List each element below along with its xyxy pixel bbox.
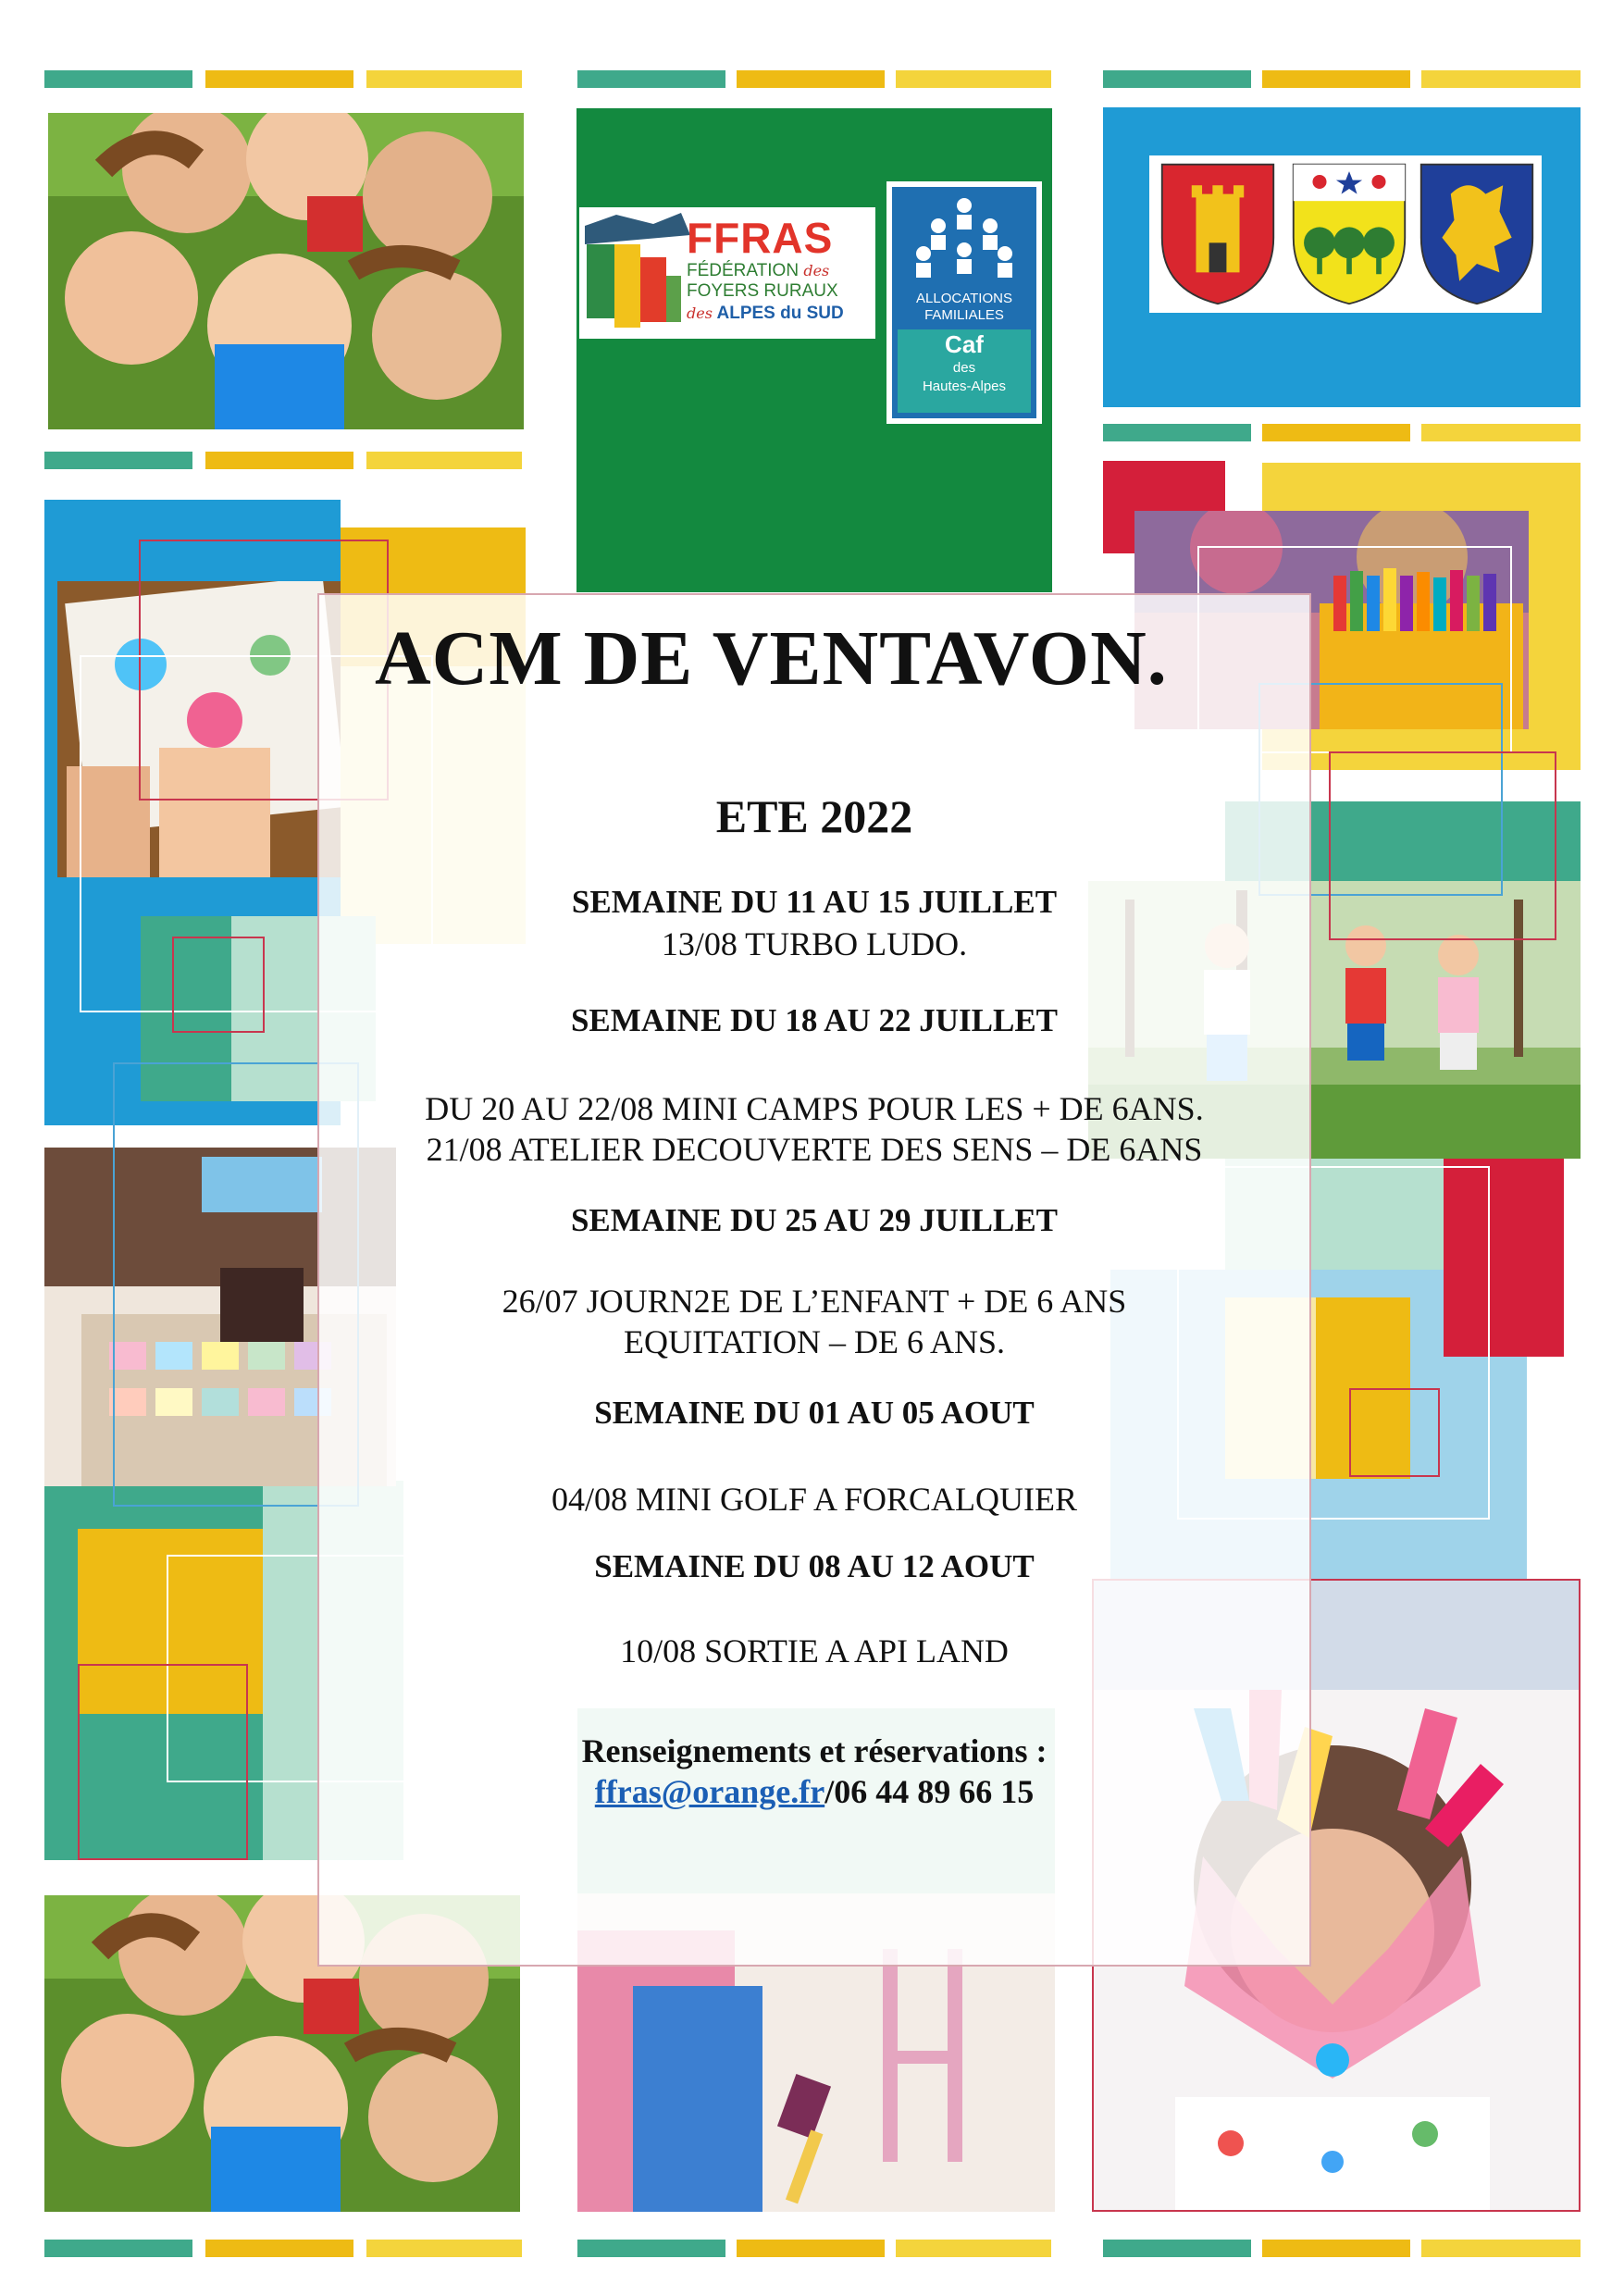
caf-logo — [886, 181, 1042, 424]
activity-item: 26/07 JOURN2E DE L’ENFANT + DE 6 ANS — [502, 1283, 1127, 1320]
stripe-yellow — [896, 70, 1051, 88]
ffras-line1 — [687, 261, 829, 281]
stripe-teal — [577, 2240, 725, 2257]
stripe-teal — [1103, 424, 1251, 441]
deco-outline-red — [172, 937, 265, 1033]
trees-crest-icon — [1284, 159, 1414, 307]
stripe-gold — [1262, 424, 1410, 441]
phone-number: /06 44 89 66 15 — [824, 1773, 1035, 1810]
stripe-teal — [44, 2240, 192, 2257]
stripe-yellow — [1421, 424, 1581, 441]
ffras-line1-script: des — [803, 262, 830, 279]
caf-line3: Caf — [945, 330, 984, 358]
activity-item: 13/08 TURBO LUDO. — [661, 925, 968, 962]
caf-family-icon — [892, 189, 1036, 291]
season-label: ETE 2022 — [715, 790, 913, 842]
week-heading: SEMAINE DU 25 AU 29 JUILLET — [570, 1202, 1059, 1238]
stripe-teal — [577, 70, 725, 88]
stripe-gold — [205, 452, 353, 469]
contact-label: Renseignements et réservations : — [581, 1732, 1048, 1769]
activity-item: 21/08 ATELIER DECOUVERTE DES SENS – DE 6ANS — [426, 1131, 1203, 1168]
stripe-gold — [737, 2240, 885, 2257]
coats-of-arms — [1149, 155, 1542, 313]
ffras-line3 — [687, 304, 844, 324]
stripe-gold — [205, 2240, 353, 2257]
stripe-teal — [44, 70, 192, 88]
week-heading: SEMAINE DU 11 AU 15 JUILLET — [571, 884, 1058, 920]
tower-crest-icon — [1153, 159, 1283, 307]
deco-outline-red — [1329, 751, 1556, 940]
activity-item: 10/08 SORTIE A API LAND — [620, 1632, 1009, 1669]
week-heading: SEMAINE DU 18 AU 22 JUILLET — [570, 1002, 1059, 1038]
stripe-yellow — [366, 2240, 522, 2257]
ffras-logo — [579, 207, 875, 339]
stripe-yellow — [366, 452, 522, 469]
activity-item: DU 20 AU 22/08 MINI CAMPS POUR LES + DE 6ANS. — [425, 1090, 1204, 1127]
ffras-line3-text: ALPES du SUD — [716, 304, 844, 323]
stripe-teal — [1103, 70, 1251, 88]
stripe-yellow — [1421, 2240, 1581, 2257]
stripe-yellow — [896, 2240, 1051, 2257]
ffras-line1-text: FÉDÉRATION — [687, 261, 800, 280]
lion-crest-icon — [1416, 159, 1538, 307]
week-heading: SEMAINE DU 08 AU 12 AOUT — [594, 1548, 1035, 1584]
stripe-gold — [1262, 70, 1410, 88]
activity-item: 04/08 MINI GOLF A FORCALQUIER — [551, 1481, 1078, 1518]
ffras-line2: FOYERS RURAUX — [687, 281, 838, 301]
stripe-gold — [1262, 2240, 1410, 2257]
contact-line — [319, 1772, 1309, 1811]
activity-item: EQUITATION – DE 6 ANS. — [623, 1323, 1006, 1360]
ffras-line3-script: des — [687, 304, 713, 322]
photo-kids-circle-top — [48, 113, 524, 429]
page-title: ACM DE VENTAVON. — [375, 615, 1168, 701]
caf-line4: des — [952, 360, 976, 376]
deco-outline-red — [78, 1664, 248, 1860]
caf-line1: ALLOCATIONS — [916, 291, 1012, 306]
stripe-gold — [205, 70, 353, 88]
stripe-teal — [44, 452, 192, 469]
email-link[interactable]: ffras@orange.fr — [594, 1773, 825, 1810]
program-panel — [317, 593, 1311, 1967]
stripe-yellow — [366, 70, 522, 88]
stripe-teal — [1103, 2240, 1251, 2257]
week-heading: SEMAINE DU 01 AU 05 AOUT — [594, 1395, 1035, 1431]
caf-line2: FAMILIALES — [924, 307, 1004, 323]
deco-outline-red — [1349, 1388, 1440, 1477]
ffras-name: FFRAS — [687, 214, 834, 262]
stripe-yellow — [1421, 70, 1581, 88]
caf-line5: Hautes-Alpes — [922, 379, 1007, 394]
stripe-gold — [737, 70, 885, 88]
